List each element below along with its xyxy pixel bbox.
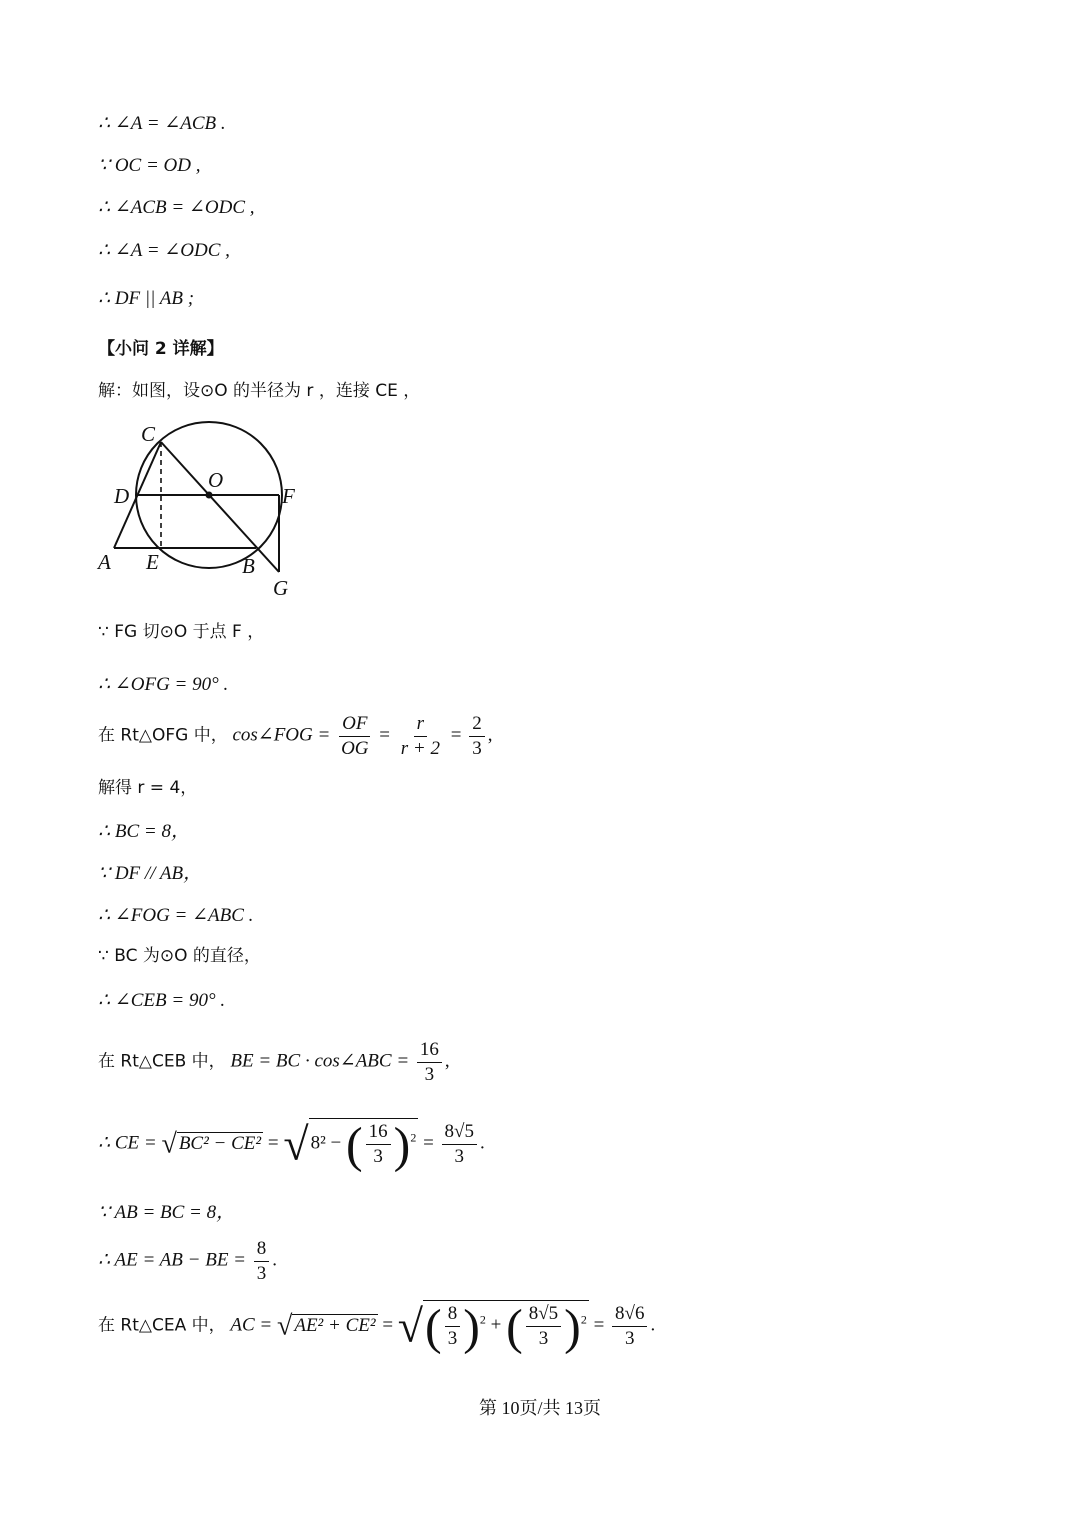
fraction-of-og: $\frac{OF}{OG}$ xyxy=(341,713,369,759)
fraction-8-3: $\frac{8}{3}$ xyxy=(254,1237,270,1286)
line-9-expr: cos∠FOG = xyxy=(232,724,331,746)
fraction-8sqrt5-3-inner: $\frac{8√5}{3}$ xyxy=(526,1302,561,1351)
label-a: A xyxy=(98,550,111,574)
line-12: ∵ DF // AB， xyxy=(98,863,203,884)
radicand-bc-ce: BC² − CE² xyxy=(178,1132,262,1154)
label-f: F xyxy=(282,484,295,508)
line-20-prefix: 在 Rt△CEA 中， xyxy=(98,1315,226,1336)
line-20-lhs: AC = xyxy=(230,1314,273,1336)
line-5: ∴ DF || AB ; xyxy=(98,288,195,309)
line-4: ∴ ∠A = ∠ODC , xyxy=(98,240,230,261)
label-g: G xyxy=(273,576,289,600)
fraction-r-r2: $\frac{r}{r + 2}$ xyxy=(400,713,440,759)
label-c: C xyxy=(141,422,156,446)
line-9: 在 Rt△OFG 中， cos∠FOG = $\frac{OF}{OG}$ = $\frac{r}{r + 2}$ = $\frac{2}{3}$ , xyxy=(98,713,493,759)
line-11: ∴ BC = 8， xyxy=(98,821,190,842)
radicand-sum: ( $\frac{8}{3}$ )$^2$ + ( $\frac{8√5}{3}$ )$^2$ xyxy=(425,1298,587,1355)
segment-cg xyxy=(161,442,279,572)
line-16-prefix: 在 Rt△CEB 中， xyxy=(98,1051,226,1072)
label-b: B xyxy=(242,554,255,578)
line-17-lhs: ∴ CE = xyxy=(98,1132,157,1154)
line-7: ∵ FG 切⊙O 于点 F ， xyxy=(98,622,265,642)
label-o: O xyxy=(208,468,224,492)
radicand-8-16-3: 8² − ( $\frac{16}{3}$ )$^2$ xyxy=(310,1116,417,1173)
label-d: D xyxy=(114,484,130,508)
line-9-prefix: 在 Rt△OFG 中， xyxy=(98,725,228,746)
line-19: ∴ AE = AB − BE = $\frac{8}{3}$ . xyxy=(98,1238,278,1284)
line-1: ∴ ∠A = ∠ACB . xyxy=(98,113,226,134)
fraction-8sqrt6-3: $\frac{8√6}{3}$ xyxy=(612,1302,647,1351)
radicand-ae-ce: AE² + CE² xyxy=(294,1314,376,1336)
line-16: 在 Rt△CEB 中， BE = BC · cos∠ABC = $\frac{16}{3}$ , xyxy=(98,1039,450,1085)
line-2: ∵ OC = OD , xyxy=(98,155,201,176)
section-heading: 【小问 2 详解】 xyxy=(98,339,224,359)
line-8: ∴ ∠OFG = 90° . xyxy=(98,674,229,695)
line-14: ∵ BC 为⊙O 的直径， xyxy=(98,946,261,966)
fraction-2-3: $\frac{2}{3}$ xyxy=(469,712,485,761)
label-e: E xyxy=(146,550,159,574)
geometry-diagram xyxy=(96,420,316,600)
line-18: ∵ AB = BC = 8， xyxy=(98,1202,236,1223)
line-15: ∴ ∠CEB = 90° . xyxy=(98,990,226,1011)
point-o xyxy=(206,492,213,499)
fraction-8-3-inner: $\frac{8}{3}$ xyxy=(445,1302,461,1351)
line-6: 解：如图，设⊙O 的半径为 r ，连接 CE ， xyxy=(98,381,421,401)
fraction-8sqrt5-3: $\frac{8√5}{3}$ xyxy=(442,1120,477,1169)
page-footer: 第 10页/共 13页 xyxy=(478,1398,601,1418)
line-16-expr: BE = BC · cos∠ABC = xyxy=(230,1050,410,1072)
fraction-16-3: $\frac{16}{3}$ xyxy=(417,1038,442,1087)
line-3: ∴ ∠ACB = ∠ODC , xyxy=(98,197,255,218)
line-13: ∴ ∠FOG = ∠ABC . xyxy=(98,905,254,926)
line-10: 解得 r = 4， xyxy=(98,778,198,798)
line-20: 在 Rt△CEA 中， AC = √ AE² + CE² = √( $\frac{8}{3}$ )$^2$ + ( $\frac{8√5}{3}$ )$^2$ = $\frac{8√6}{3}$ . xyxy=(98,1298,656,1355)
line-17: ∴ CE = √ BC² − CE² = √ 8² − ( $\frac{16}{3}$ )$^2$ = $\frac{8√5}{3}$ . xyxy=(98,1116,485,1173)
line-19-lhs: ∴ AE = AB − BE = xyxy=(98,1249,247,1271)
fraction-16-3-inner: $\frac{16}{3}$ xyxy=(366,1120,391,1169)
